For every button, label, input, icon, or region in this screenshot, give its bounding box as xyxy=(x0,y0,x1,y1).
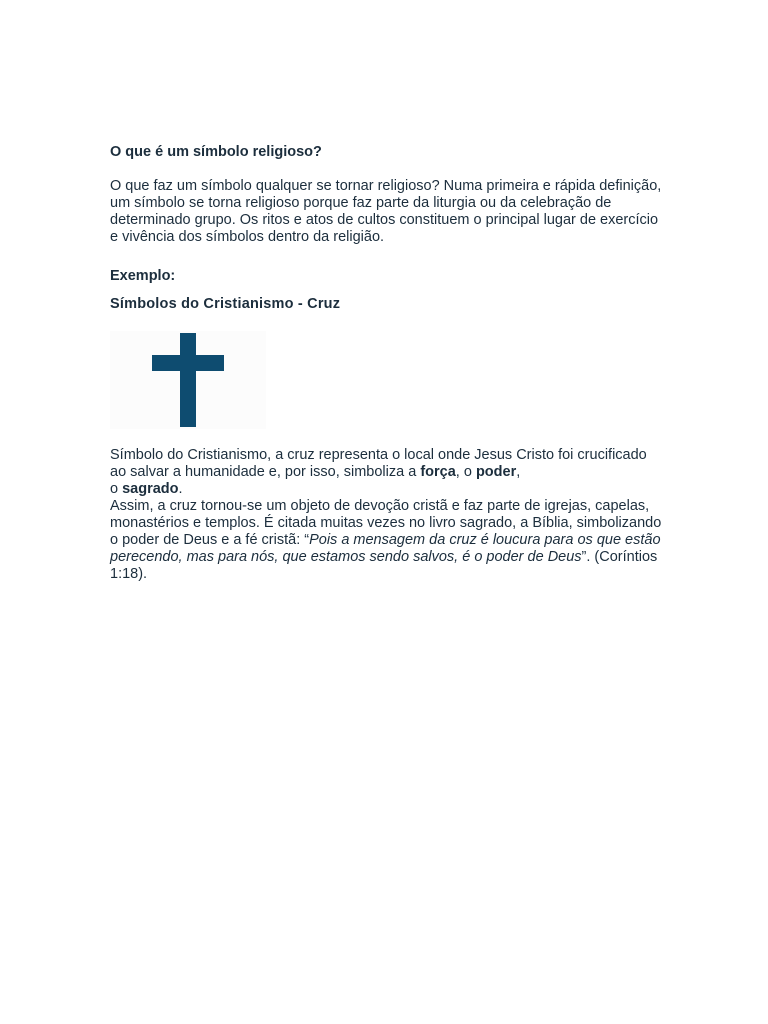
description-text-2: Assim, a cruz tornou-se um objeto de devoção cristã e faz parte de igrejas, capelas, monastérios e templos. É citada muitas vezes no livro sagrado, a Bíblia, simbolizando o poder de Deus e a fé cristã: “ xyxy=(110,498,662,548)
bold-forca: força xyxy=(420,464,456,480)
document-page xyxy=(110,144,666,583)
description-end-1: . xyxy=(178,481,183,497)
cross-icon xyxy=(110,331,266,429)
description-text-3: ”. (Coríntios 1:18). xyxy=(110,549,658,582)
bold-sagrado: sagrado xyxy=(122,481,179,497)
example-title: Símbolos do Cristianismo - Cruz xyxy=(110,296,341,312)
description-paragraph xyxy=(110,447,666,583)
bible-quote: Pois a mensagem da cruz é loucura para os que estão perecendo, mas para nós, que estamos sendo salvos, é o poder de Deus xyxy=(110,532,661,565)
bold-poder: poder xyxy=(475,464,517,480)
cross-image xyxy=(110,331,266,429)
description-sep-1: , o xyxy=(455,464,476,480)
description-text-1: Símbolo do Cristianismo, a cruz representa o local onde Jesus Cristo foi crucificado ao salvar a humanidade e, por isso, simboliza a xyxy=(110,447,647,480)
intro-paragraph: O que faz um símbolo qualquer se tornar religioso? Numa primeira e rápida definição, um símbolo se torna religioso porque faz parte da liturgia ou da celebração de determinado grupo. Os ritos e atos de cultos constituem o principal lugar de exercício e vivência dos símbolos dentro da religião. xyxy=(110,178,662,245)
example-label: Exemplo: xyxy=(110,268,176,284)
page-title: O que é um símbolo religioso? xyxy=(110,144,322,160)
description-sep-3: o xyxy=(110,481,123,497)
description-sep-2: , xyxy=(516,464,521,480)
